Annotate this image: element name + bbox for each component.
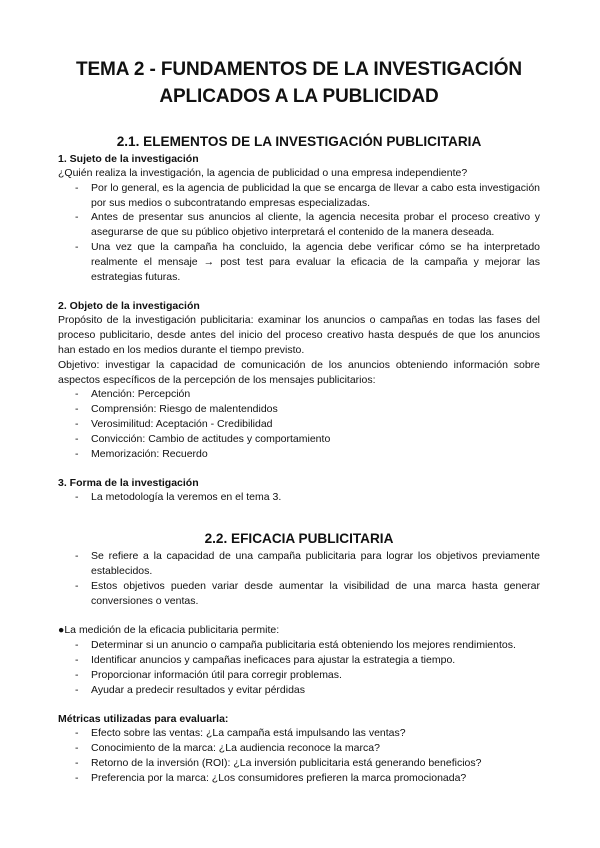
list-item <box>58 240 540 284</box>
title-line-2: APLICADOS A LA PUBLICIDAD <box>159 86 439 107</box>
sujeto-list <box>58 181 540 285</box>
objeto-objective: Objetivo: investigar la capacidad de comunicación de los anuncios obteniendo información sobre aspectos específicos de la percepción de los mensajes publicitarios: <box>58 358 540 386</box>
dash-marker: - <box>75 491 79 504</box>
list-item <box>58 432 540 447</box>
list-item-text: Comprensión: Riesgo de malentendidos <box>91 403 278 416</box>
list-item <box>58 668 540 683</box>
list-item <box>58 181 540 211</box>
medicion-lead-line <box>58 623 540 638</box>
list-item-text: Convicción: Cambio de actitudes y comportamiento <box>91 432 331 445</box>
metricas-list <box>58 726 540 785</box>
section-heading-eficacia: 2.2. EFICACIA PUBLICITARIA <box>204 531 394 547</box>
list-item-text: Antes de presentar sus anuncios al cliente, la agencia necesita probar el proceso creativo y asegurarse de que su público objetivo interpretará el contenido de la manera deseada. <box>91 211 540 239</box>
bullet-dot: ● <box>58 624 65 637</box>
list-item <box>58 417 540 432</box>
dash-marker: - <box>75 417 79 430</box>
dash-marker: - <box>75 742 79 755</box>
list-item-text: Identificar anuncios y campañas ineficaces para ajustar la estrategia a tiempo. <box>91 653 456 666</box>
list-item <box>58 741 540 756</box>
list-item-text: Determinar si un anuncio o campaña publicitaria está obteniendo los mejores rendimientos. <box>91 639 516 652</box>
list-item <box>58 447 540 462</box>
medicion-lead: La medición de la eficacia publicitaria permite: <box>64 624 280 637</box>
dash-marker: - <box>75 668 79 681</box>
dash-marker: - <box>75 727 79 740</box>
subheading-sujeto: 1. Sujeto de la investigación <box>58 153 199 165</box>
list-item-text: La metodología la veremos en el tema 3. <box>91 491 282 504</box>
list-item <box>58 402 540 417</box>
forma-list <box>58 490 540 505</box>
list-item-text: Estos objetivos pueden variar desde aumentar la visibilidad de una marca hasta generar conversiones o ventas. <box>91 579 540 607</box>
subheading-metricas: Métricas utilizadas para evaluarla: <box>58 713 229 726</box>
list-item <box>58 771 540 786</box>
subheading-forma: 3. Forma de la investigación <box>58 477 199 490</box>
dash-marker: - <box>75 756 79 769</box>
list-item <box>58 638 540 653</box>
document-title <box>58 56 540 110</box>
list-item-text: Retorno de la inversión (ROI): ¿La inversión publicitaria está generando beneficios? <box>91 756 482 769</box>
dash-marker: - <box>75 653 79 666</box>
list-item-text: Ayudar a predecir resultados y evitar pérdidas <box>91 683 306 696</box>
list-item <box>58 726 540 741</box>
subheading-objeto: 2. Objeto de la investigación <box>58 300 200 313</box>
list-item-text: Una vez que la campaña ha concluido, la agencia debe verificar cómo se ha interpretado realmente el mensaje → post test para evaluar la eficacia de la campaña y mejorar las estrategias futuras. <box>91 240 540 283</box>
title-line-1: TEMA 2 - FUNDAMENTOS DE LA INVESTIGACIÓN <box>75 59 523 80</box>
dash-marker: - <box>75 403 79 416</box>
dash-marker: - <box>75 388 79 401</box>
eficacia-list <box>58 549 540 608</box>
list-item-text: Conocimiento de la marca: ¿La audiencia reconoce la marca? <box>91 742 380 755</box>
list-item <box>58 579 540 609</box>
list-item-text: Memorización: Recuerdo <box>91 447 208 460</box>
list-item <box>58 210 540 240</box>
list-item <box>58 683 540 698</box>
dash-marker: - <box>75 550 79 563</box>
list-item-text: Efecto sobre las ventas: ¿La campaña está impulsando las ventas? <box>91 727 406 740</box>
list-item-text: Preferencia por la marca: ¿Los consumidores prefieren la marca promocionada? <box>91 771 467 784</box>
dash-marker: - <box>75 639 79 652</box>
dash-marker: - <box>75 181 79 194</box>
dash-marker: - <box>75 211 79 224</box>
medicion-list <box>58 638 540 697</box>
list-item-text: Verosimilitud: Aceptación - Credibilidad <box>91 417 273 430</box>
dash-marker: - <box>75 432 79 445</box>
objeto-purpose: Propósito de la investigación publicitaria: examinar los anuncios o campañas en todas las fases del proceso publicitario, desde antes del inicio del proceso creativo hasta después de que los anuncios han estado en los medios durante el tiempo previsto. <box>58 314 540 356</box>
dash-marker: - <box>75 683 79 696</box>
objeto-list <box>58 387 540 461</box>
list-item-text: Proporcionar información útil para corregir problemas. <box>91 668 342 681</box>
list-item <box>58 549 540 579</box>
list-item-text: Atención: Percepción <box>91 388 191 401</box>
list-item <box>58 490 540 505</box>
sujeto-question: ¿Quién realiza la investigación, la agencia de publicidad o una empresa independiente? <box>58 167 468 179</box>
list-item <box>58 756 540 771</box>
list-item <box>58 653 540 668</box>
dash-marker: - <box>75 240 79 253</box>
list-item <box>58 387 540 402</box>
list-item-text: Se refiere a la capacidad de una campaña publicitaria para lograr los objetivos previamente establecidos. <box>91 550 540 577</box>
dash-marker: - <box>75 579 79 592</box>
dash-marker: - <box>75 771 79 784</box>
dash-marker: - <box>75 447 79 460</box>
section-heading-elementos: 2.1. ELEMENTOS DE LA INVESTIGACIÓN PUBLICITARIA <box>116 134 482 149</box>
list-item-text: Por lo general, es la agencia de publicidad la que se encarga de llevar a cabo esta investigación por sus medios o subcontratando empresas especializadas. <box>91 181 540 209</box>
